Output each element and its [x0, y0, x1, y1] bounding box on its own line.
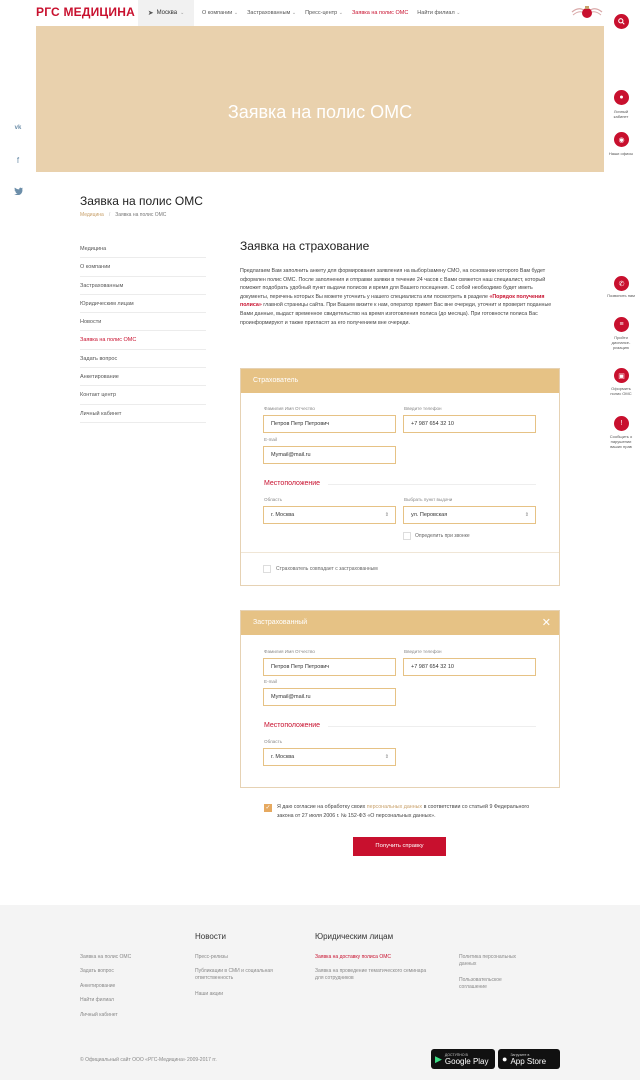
- insured-card-header: [241, 611, 559, 635]
- insurer-phone-label: Введите телефон: [404, 406, 442, 411]
- menu-item-medicine[interactable]: Медицина: [80, 240, 206, 258]
- insured-name-label: Фамилия Имя Отчество: [264, 649, 315, 654]
- footer-link-oms[interactable]: Заявка на полис ОМС: [80, 954, 132, 960]
- search-button[interactable]: [614, 14, 629, 29]
- call-label: Позвонить нам: [607, 293, 635, 298]
- hero-banner: [36, 26, 604, 172]
- menu-item-contact-center[interactable]: Контакт центр: [80, 386, 206, 404]
- chevron-down-icon: ⌄: [180, 10, 185, 16]
- nav-item-press[interactable]: Пресс-центр ⌄: [305, 10, 343, 16]
- personal-data-link[interactable]: персональных данных: [366, 804, 423, 810]
- emblem-icon: [570, 4, 604, 21]
- nav-item-oms-request[interactable]: Заявка на полис ОМС: [351, 10, 409, 16]
- footer-link-terms[interactable]: Пользовательское соглашение: [459, 977, 502, 990]
- consent-checkbox[interactable]: ✓: [265, 805, 271, 811]
- twitter-icon[interactable]: [12, 187, 24, 197]
- report-button[interactable]: [614, 416, 629, 431]
- footer-link-seminar[interactable]: Заявка на проведение тематического семинара для сотрудников: [315, 968, 427, 981]
- user-icon: ●: [619, 94, 624, 101]
- insured-phone-label: Введите телефон: [404, 649, 442, 654]
- footer-link-privacy[interactable]: Политика персональных данных: [459, 954, 517, 967]
- footer-link-delivery[interactable]: Заявка на доставку полиса ОМС: [315, 954, 391, 960]
- policy-icon: ▣: [618, 372, 625, 380]
- main-nav: [202, 0, 469, 26]
- insured-location-line: [328, 726, 536, 727]
- select-arrows-icon: ⇕: [524, 512, 529, 518]
- insured-region-label: Область: [264, 739, 283, 744]
- detect-on-call-checkbox[interactable]: [403, 532, 411, 540]
- cabinet-label: Личный кабинет: [613, 109, 629, 119]
- location-arrow-icon: ➤: [147, 10, 154, 17]
- menu-item-legal[interactable]: Юридическим лицам: [80, 295, 206, 313]
- insured-location-title: Местоположение: [264, 722, 321, 729]
- insurer-email-input[interactable]: Mymail@mail.ru: [263, 446, 396, 464]
- offices-label: Наши офисы: [608, 151, 634, 156]
- footer-link-branch[interactable]: Найти филиал: [80, 997, 114, 1003]
- menu-item-about[interactable]: О компании: [80, 258, 206, 276]
- breadcrumb-home[interactable]: Медицина: [80, 212, 104, 218]
- checkup-button[interactable]: [614, 317, 629, 332]
- clipboard-icon: ≡: [619, 321, 624, 328]
- policy-procedure-link[interactable]: «Порядок получения полиса»: [240, 293, 545, 309]
- insured-email-input[interactable]: Mymail@mail.ru: [263, 688, 396, 706]
- breadcrumb: Медицина / Заявка на полис ОМС: [80, 212, 167, 218]
- insured-name-input[interactable]: Петров Петр Петрович: [263, 658, 396, 676]
- insurer-card: [240, 368, 560, 586]
- insured-phone-input[interactable]: +7 987 654 32 10: [403, 658, 536, 676]
- phone-icon: ✆: [618, 280, 625, 288]
- offices-button[interactable]: [614, 132, 629, 147]
- facebook-icon[interactable]: f: [16, 156, 20, 165]
- consent-text: Я даю согласие на обработку своих персональных данных в соответствии со статьей 9 Федерального закона от 27 июля 2006 г. № 152-ФЗ «О персональных данных».: [277, 804, 530, 819]
- get-policy-label: Оформить полис ОМС: [610, 386, 632, 396]
- footer-link-promos[interactable]: Наши акции: [195, 991, 224, 997]
- insured-region-select[interactable]: г. Москва ⇕: [263, 748, 396, 766]
- nav-item-about[interactable]: О компании ⌄: [202, 10, 239, 16]
- top-header: [0, 0, 640, 26]
- google-play-icon: ▶: [435, 1053, 442, 1064]
- footer-link-cabinet[interactable]: Личный кабинет: [80, 1012, 118, 1018]
- select-arrows-icon: ⇕: [384, 512, 389, 518]
- vk-icon[interactable]: vk: [14, 125, 22, 131]
- insured-email-label: E-mail: [264, 679, 278, 684]
- insurer-point-label: Выбрать пункт выдачи: [404, 497, 453, 502]
- menu-item-news[interactable]: Новости: [80, 313, 206, 331]
- map-pin-icon: ◉: [618, 136, 625, 144]
- same-as-insured-checkbox[interactable]: [263, 565, 271, 573]
- side-menu: [80, 240, 206, 423]
- insurer-name-label: Фамилия Имя Отчество: [264, 406, 315, 411]
- call-button[interactable]: [614, 276, 629, 291]
- insured-card-title: Застрахованный: [253, 619, 308, 626]
- footer-link-survey[interactable]: Анкетирование: [80, 983, 116, 989]
- menu-item-cabinet[interactable]: Личный кабинет: [80, 405, 206, 423]
- footer-legal-heading: Юридическим лицам: [315, 932, 394, 941]
- breadcrumb-current: Заявка на полис ОМС: [115, 212, 167, 218]
- footer-link-press[interactable]: Пресс-релизы: [195, 954, 228, 960]
- footer-link-media[interactable]: Публикации в СМИ и социальная ответственность: [195, 968, 273, 981]
- insurer-region-select[interactable]: г. Москва ⇕: [263, 506, 396, 524]
- insurer-divider: [241, 552, 559, 553]
- banner-title: Заявка на полис ОМС: [227, 102, 413, 122]
- same-as-insured-label: Страхователь совпадает с застрахованным: [276, 566, 378, 572]
- insurer-card-title: Страхователь: [241, 369, 559, 393]
- detect-on-call-label: Определить при звонке: [415, 533, 470, 539]
- insurer-email-label: E-mail: [264, 437, 278, 442]
- search-icon: [618, 18, 625, 25]
- insurer-point-select[interactable]: ул. Перовская ⇕: [403, 506, 536, 524]
- footer-news-heading: Новости: [195, 932, 226, 941]
- form-heading: Заявка на страхование: [240, 239, 370, 253]
- menu-item-survey[interactable]: Анкетирование: [80, 368, 206, 386]
- menu-item-ask[interactable]: Задать вопрос: [80, 350, 206, 368]
- insurer-name-input[interactable]: Петров Петр Петрович: [263, 415, 396, 433]
- page-title: Заявка на полис ОМС: [80, 194, 203, 208]
- insurer-location-line: [328, 484, 536, 485]
- nav-item-find-branch[interactable]: Найти филиал ⌄: [417, 10, 461, 16]
- cabinet-button[interactable]: [614, 90, 629, 105]
- select-arrows-icon: ⇕: [384, 754, 389, 760]
- app-store-badge[interactable]: ● Загрузите в App Store: [498, 1049, 560, 1069]
- menu-item-insured[interactable]: Застрахованным: [80, 277, 206, 295]
- close-icon[interactable]: ✕: [541, 617, 551, 629]
- report-label: Сообщить о нарушении ваших прав: [609, 434, 633, 449]
- intro-text: Предлагаем Вам заполнить анкету для формирования заявления на выбор/замену СМО, на основании которого Вам будет оформлен полис ОМС. После заполнения и отправки заявки в течение 24 часов с Вами свяжется наш специалист, который поможет подобрать удобный пункт выдачи полисов и время для Вашего посещения. С собой необходимо будет иметь документы, перечень которых Вы можете уточнить у нашего специалиста или посмотреть в разделе «Порядок получения полиса» главной страницы сайта. При Вашем визите к нам, оператор примет Вас вне очереди, уточнит и проверит поданные Вами данные, выдаст временное свидетельство на время изготовления полиса (до месяца). При готовности полиса Вас проинформируют и также пригласят за его получением вне очереди.: [240, 268, 552, 326]
- menu-item-oms-request[interactable]: Заявка на полис ОМС: [80, 331, 206, 349]
- checkup-label: Пройти диспансе-ризацию: [611, 335, 631, 350]
- submit-button[interactable]: Получить справку: [353, 837, 446, 856]
- nav-item-insured[interactable]: Застрахованным ⌄: [247, 10, 297, 16]
- google-play-badge[interactable]: ▶ ДОСТУПНО В Google Play: [431, 1049, 495, 1069]
- copyright: © Официальный сайт ООО «РГС-Медицина» 2009-2017 гг.: [80, 1057, 217, 1063]
- city-selector[interactable]: [138, 0, 194, 26]
- apple-icon: ●: [502, 1054, 508, 1064]
- logo[interactable]: РГС МЕДИЦИНА: [36, 5, 135, 19]
- city-label: Москва: [156, 10, 178, 16]
- insurer-location-title: Местоположение: [264, 480, 321, 487]
- insurer-region-label: Область: [264, 497, 283, 502]
- alert-icon: !: [620, 420, 623, 427]
- insurer-phone-input[interactable]: +7 987 654 32 10: [403, 415, 536, 433]
- get-policy-button[interactable]: [614, 368, 629, 383]
- footer-link-ask[interactable]: Задать вопрос: [80, 968, 114, 974]
